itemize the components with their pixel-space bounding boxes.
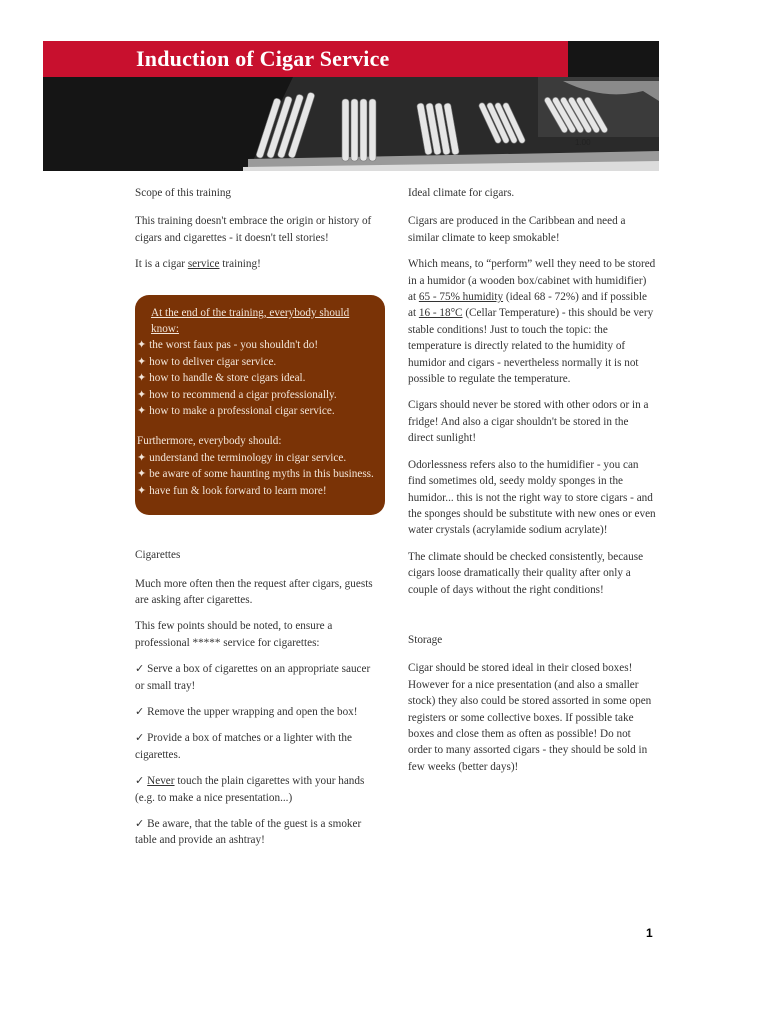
scope-paragraph-2 — [135, 256, 380, 272]
climate-paragraph-4: Odorlessness refers also to the humidifier - you can find sometimes old, seedy moldy sponges in the humidor... this is not the right way to store cigars - and the sponges should be substitute with new ones or even water crystals (acrylamide sodium acrylate)! — [408, 458, 656, 537]
furthermore-item: ✦ be aware of some haunting myths in this business. — [137, 466, 375, 482]
cigarette-step: ✓ Be aware, that the table of the guest is a smoker table and provide an ashtray! — [135, 817, 362, 847]
climate-paragraph-1: Cigars are produced in the Caribbean and need a similar climate to keep smokable! — [408, 215, 626, 244]
box-intro-2: Furthermore, everybody should: — [137, 435, 282, 448]
goal-item: ✦ how to recommend a cigar professionally. — [137, 387, 375, 403]
cigarette-step: ✓ Remove the upper wrapping and open the box! — [135, 705, 358, 718]
photo-price-label: 1.00 — [575, 138, 591, 147]
temperature-value: 16 - 18°C — [418, 307, 463, 320]
header-banner-image — [43, 41, 659, 171]
scope-heading: Scope of this training — [135, 187, 232, 199]
storage-paragraph: Cigar should be stored ideal in their closed boxes! However for a nice presentation (and also a smaller stock) they also could be stored assorted in some open registers or some collective boxes. If possible take boxes and close them as often as possible! Do not order to many assorted cigars - they should be sold in few weeks (better days)! — [408, 662, 652, 773]
cigarette-step — [135, 773, 380, 806]
storage-heading: Storage — [408, 633, 443, 646]
cigarettes-paragraph-2: This few points should be noted, to ensure a professional ***** service for cigarettes: — [135, 620, 333, 649]
goal-item: ✦ the worst faux pas - you shouldn't do! — [137, 337, 375, 353]
humidity-value: 65 - 75% humidity — [418, 291, 504, 304]
climate-paragraph-5: The climate should be checked consistently, because cigars loose dramatically their quality after only a couple of days without the right conditions! — [408, 550, 644, 596]
cigarettes-paragraph-1: Much more often then the request after cigars, guests are asking after cigarettes. — [135, 577, 373, 606]
climate-paragraph-3: Cigars should never be stored with other odors or in a fridge! And also a cigar shouldn't be stored in the direct sunlight! — [408, 399, 649, 445]
scope-underlined: service — [187, 258, 220, 271]
climate-text: Which means, to “perform” well they need to be stored in a humidor (a wooden box/cabinet with humidifier) at — [408, 258, 656, 304]
storage-section — [408, 632, 656, 775]
furthermore-list — [137, 450, 375, 499]
goal-item: ✦ how to handle & store cigars ideal. — [137, 370, 375, 386]
goals-list — [137, 337, 375, 419]
left-column — [135, 185, 380, 859]
climate-text: (Cellar Temperature) - this should be very stable conditions! Just to touch the topic: the temperature is directly related to the humidity of humidor and cigars - nevertheless normally it is not possible to regulate the temperature. — [408, 307, 654, 386]
never-underlined: Never — [147, 775, 175, 788]
furthermore-item: ✦ have fun & look forward to learn more! — [137, 483, 375, 499]
goal-item: ✦ how to make a professional cigar service. — [137, 403, 375, 419]
climate-heading: Ideal climate for cigars. — [408, 187, 515, 199]
climate-text: (ideal 68 - 72%) and if possible at — [408, 291, 647, 320]
check-mark: ✓ — [135, 775, 148, 788]
page-number: 1 — [646, 926, 653, 940]
goal-item: ✦ how to deliver cigar service. — [137, 354, 375, 370]
furthermore-item: ✦ understand the terminology in cigar service. — [137, 450, 375, 466]
cigarette-step: ✓ Provide a box of matches or a lighter with the cigarettes. — [135, 732, 352, 761]
box-intro: At the end of the training, everybody should know: — [151, 306, 350, 336]
title-banner — [43, 41, 568, 77]
scope-text: It is a cigar — [135, 258, 188, 271]
cigarettes-heading: Cigarettes — [135, 549, 181, 562]
cigarettes-section — [135, 547, 380, 849]
right-column — [408, 185, 656, 785]
cigarette-step: ✓ Serve a box of cigarettes on an appropriate saucer or small tray! — [135, 663, 371, 692]
scope-text-end: training! — [219, 258, 261, 271]
scope-paragraph-1: This training doesn't embrace the origin or history of cigars and cigarettes - it doesn't tell stories! — [135, 215, 372, 244]
climate-paragraph-2 — [408, 256, 656, 387]
page-title: Induction of Cigar Service — [136, 46, 390, 71]
step-text: touch the plain cigarettes with your hands (e.g. to make a nice presentation...) — [135, 775, 365, 804]
training-goals-box — [135, 295, 385, 515]
